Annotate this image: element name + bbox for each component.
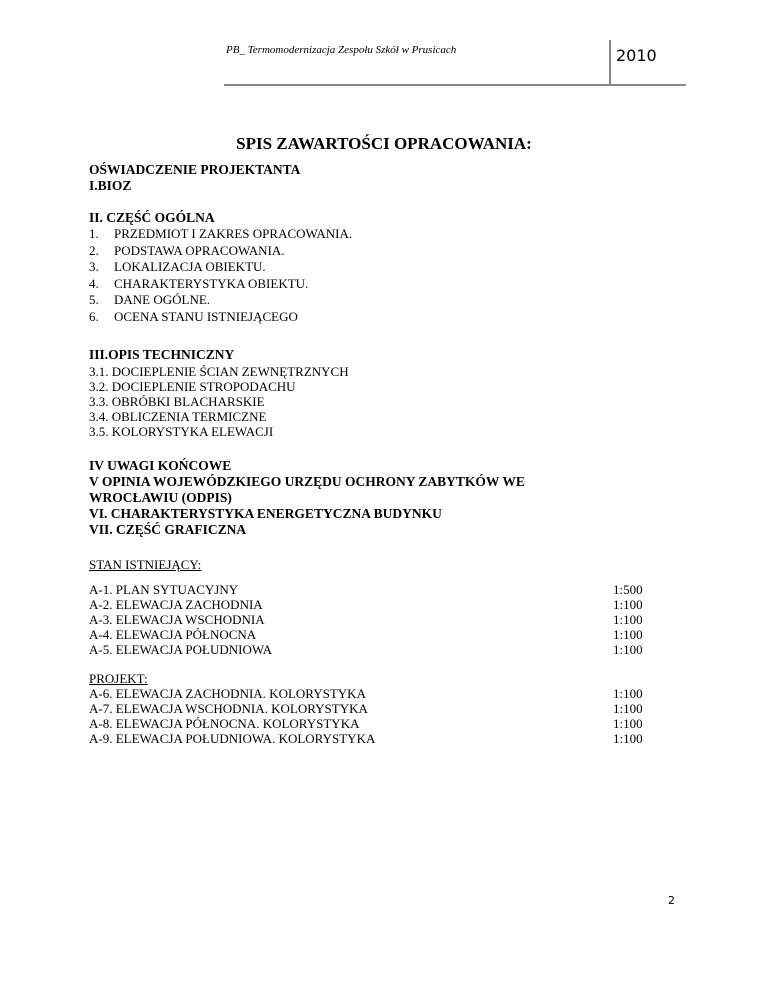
section-final-remarks: IV UWAGI KOŃCOWE: [89, 458, 232, 473]
drawing-row: [89, 597, 649, 612]
list-item-number: 1.: [89, 226, 99, 241]
drawing-scale: 1:100: [613, 701, 643, 716]
drawing-scale: 1:100: [613, 686, 643, 701]
list-item-number: 4.: [89, 275, 99, 291]
list-item-number: 5.: [89, 292, 99, 307]
list-item: [89, 226, 352, 243]
intro-designer-statement: OŚWIADCZENIE PROJEKTANTA: [89, 162, 301, 177]
list-item-number: 3.: [89, 259, 99, 274]
list-item-number: 6.: [89, 308, 99, 324]
list-item-text: OCENA STANU ISTNIEJĄCEGO: [114, 308, 298, 324]
existing-drawings-list: [89, 582, 649, 657]
drawing-scale: 1:500: [613, 582, 643, 597]
drawing-title: A-7. ELEWACJA WSCHODNIA. KOLORYSTYKA: [89, 701, 368, 716]
drawing-row: [89, 627, 649, 642]
page-number: 2: [668, 894, 675, 907]
drawing-row: [89, 582, 649, 597]
list-item: [89, 309, 352, 326]
project-drawings-list: [89, 686, 649, 746]
drawing-title: A-1. PLAN SYTUACYJNY: [89, 582, 239, 597]
list-item: [89, 259, 352, 276]
drawing-scale: 1:100: [613, 731, 643, 746]
list-item: [89, 276, 352, 293]
drawing-title: A-4. ELEWACJA PÓŁNOCNA: [89, 627, 257, 642]
section-energy-characteristics: VI. CHARAKTERYSTYKA ENERGETYCZNA BUDYNKU: [89, 506, 442, 521]
drawing-row: [89, 686, 649, 701]
drawing-title: A-8. ELEWACJA PÓŁNOCNA. KOLORYSTYKA: [89, 716, 360, 731]
section-technical-heading: III.OPIS TECHNICZNY: [89, 347, 235, 362]
header-year: 2010: [616, 46, 657, 65]
section-technical-list: [89, 364, 349, 439]
header-horizontal-divider: [224, 84, 686, 86]
drawing-row: [89, 642, 649, 657]
project-label: PROJEKT:: [89, 671, 148, 686]
intro-bioz: I.BIOZ: [89, 178, 132, 193]
drawing-scale: 1:100: [613, 627, 643, 642]
section-general-list: [89, 226, 352, 325]
list-item: 3.5. KOLORYSTYKA ELEWACJI: [89, 424, 274, 439]
section-opinion-line2: WROCŁAWIU (ODPIS): [89, 490, 232, 505]
header-vertical-divider: [609, 40, 611, 85]
list-item-text: PODSTAWA OPRACOWANIA.: [114, 242, 285, 258]
list-item: [89, 243, 352, 260]
list-item: 3.4. OBLICZENIA TERMICZNE: [89, 409, 267, 424]
list-item: 3.1. DOCIEPLENIE ŚCIAN ZEWNĘTRZNYCH: [89, 364, 349, 379]
header-document-title: PB_ Termomodernizacja Zespołu Szkół w Prusicach: [226, 44, 457, 56]
drawing-title: A-5. ELEWACJA POŁUDNIOWA: [89, 642, 273, 657]
list-item: 3.2. DOCIEPLENIE STROPODACHU: [89, 379, 296, 394]
list-item: [89, 292, 352, 309]
list-item-text: DANE OGÓLNE.: [114, 292, 211, 307]
list-item-text: LOKALIZACJA OBIEKTU.: [114, 259, 266, 274]
drawing-scale: 1:100: [613, 642, 643, 657]
drawing-scale: 1:100: [613, 612, 643, 627]
drawing-scale: 1:100: [613, 716, 643, 731]
section-general-heading: II. CZĘŚĆ OGÓLNA: [89, 210, 215, 225]
page-title: SPIS ZAWARTOŚCI OPRACOWANIA:: [236, 134, 532, 153]
drawing-title: A-6. ELEWACJA ZACHODNIA. KOLORYSTYKA: [89, 686, 366, 701]
section-graphic-part: VII. CZĘŚĆ GRAFICZNA: [89, 522, 247, 537]
list-item: 3.3. OBRÓBKI BLACHARSKIE: [89, 394, 265, 409]
list-item-number: 2.: [89, 242, 99, 258]
existing-state-label: STAN ISTNIEJĄCY:: [89, 557, 202, 572]
list-item-text: PRZEDMIOT I ZAKRES OPRACOWANIA.: [114, 226, 353, 241]
list-item-text: CHARAKTERYSTYKA OBIEKTU.: [114, 275, 309, 291]
drawing-row: [89, 731, 649, 746]
drawing-row: [89, 716, 649, 731]
drawing-scale: 1:100: [613, 597, 643, 612]
drawing-row: [89, 701, 649, 716]
drawing-title: A-9. ELEWACJA POŁUDNIOWA. KOLORYSTYKA: [89, 731, 376, 746]
drawing-title: A-3. ELEWACJA WSCHODNIA: [89, 612, 265, 627]
section-opinion-line1: V OPINIA WOJEWÓDZKIEGO URZĘDU OCHRONY ZABYTKÓW WE: [89, 474, 525, 489]
drawing-title: A-2. ELEWACJA ZACHODNIA: [89, 597, 263, 612]
drawing-row: [89, 612, 649, 627]
